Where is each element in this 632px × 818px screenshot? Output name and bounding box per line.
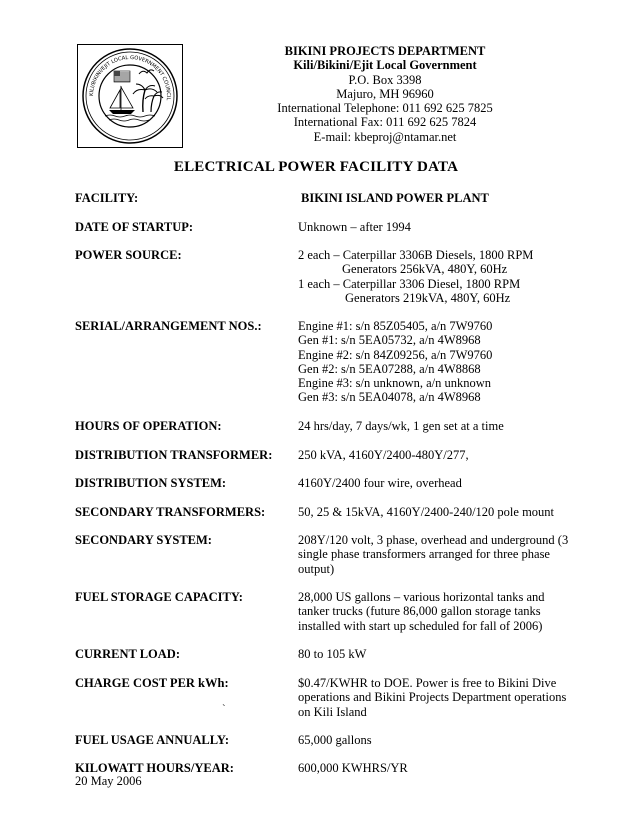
startup-label: DATE OF STARTUP: (75, 220, 194, 234)
stray-mark: ` (222, 703, 226, 715)
seal-flag (114, 71, 130, 82)
distribution-transformer-value: 250 kVA, 4160Y/2400-480Y/277, (298, 448, 469, 462)
serial-line: Engine #1: s/n 85Z05405, a/n 7W9760 (298, 319, 493, 333)
hours-value: 24 hrs/day, 7 days/wk, 1 gen set at a time (298, 419, 504, 433)
secondary-transformers-value: 50, 25 & 15kVA, 4160Y/2400-240/120 pole mount (298, 505, 555, 519)
power-source-line: Generators 219kVA, 480Y, 60Hz (345, 290, 511, 305)
distribution-system-value: 4160Y/2400 four wire, overhead (298, 476, 462, 490)
department-name: BIKINI PROJECTS DEPARTMENT (284, 44, 486, 58)
startup-value: Unknown – after 1994 (298, 220, 411, 234)
fuel-usage-label: FUEL USAGE ANNUALLY: (75, 733, 229, 747)
local-government-seal (77, 44, 183, 148)
serial-line: Gen #2: s/n 5EA07288, a/n 4W8868 (298, 361, 481, 376)
distribution-transformer-label: DISTRIBUTION TRANSFORMER: (75, 448, 273, 462)
email: E-mail: kbeproj@ntamar.net (313, 129, 457, 144)
facility-value: BIKINI ISLAND POWER PLANT (301, 191, 489, 205)
power-source-label: POWER SOURCE: (75, 248, 182, 262)
secondary-system-label: SECONDARY SYSTEM: (75, 533, 212, 547)
serial-label: SERIAL/ARRANGEMENT NOS.: (75, 319, 262, 333)
letterhead (185, 44, 585, 144)
kilowatt-hours-value: 600,000 KWHRS/YR (298, 761, 408, 775)
po-box: P.O. Box 3398 (348, 72, 422, 87)
power-source-line: 2 each – Caterpillar 3306B Diesels, 1800 RPM (298, 248, 534, 262)
serial-line: Gen #3: s/n 5EA04078, a/n 4W8968 (298, 390, 481, 405)
current-load-label: CURRENT LOAD: (75, 647, 180, 661)
secondary-system-value: 208Y/120 volt, 3 phase, overhead and underground (3 single phase transformers arranged for three phase output) (298, 533, 569, 576)
serial-line: Engine #2: s/n 84Z09256, a/n 7W9760 (298, 347, 493, 362)
seal-ring-text: KILI/BIKINI/EJIT LOCAL GOVERNMENT COUNCIL (88, 54, 172, 101)
hours-label: HOURS OF OPERATION: (75, 419, 222, 433)
government-name: Kili/Bikini/Ejit Local Government (293, 58, 477, 73)
serial-value (298, 319, 578, 405)
secondary-transformers-label: SECONDARY TRANSFORMERS: (75, 505, 266, 519)
fax: International Fax: 011 692 625 7824 (293, 115, 477, 130)
fuel-storage-value: 28,000 US gallons – various horizontal tanks and tanker trucks (future 86,000 gallon storage tanks installed with start up scheduled for fall of 2006) (298, 590, 545, 633)
serial-line: Engine #3: s/n unknown, a/n unknown (298, 376, 492, 391)
local-government-seal-icon (77, 44, 183, 148)
fuel-storage-label: FUEL STORAGE CAPACITY: (75, 590, 243, 604)
kilowatt-hours-label: KILOWATT HOURS/YEAR: (75, 761, 234, 775)
document-date: 20 May 2006 (75, 774, 142, 788)
city-address: Majuro, MH 96960 (336, 86, 434, 101)
current-load-value: 80 to 105 kW (298, 647, 367, 661)
power-source-line: 1 each – Caterpillar 3306 Diesel, 1800 RPM (298, 276, 521, 291)
power-source-line: Generators 256kVA, 480Y, 60Hz (342, 262, 508, 277)
document-title: ELECTRICAL POWER FACILITY DATA (173, 159, 459, 175)
telephone: International Telephone: 011 692 625 7825 (277, 101, 493, 116)
charge-cost-value: $0.47/KWHR to DOE. Power is free to Bikini Dive operations and Bikini Projects Department operations on Kili Island (298, 676, 567, 719)
serial-line: Gen #1: s/n 5EA05732, a/n 4W8968 (298, 333, 481, 348)
distribution-system-label: DISTRIBUTION SYSTEM: (75, 476, 227, 490)
power-source-value (298, 248, 578, 305)
charge-cost-label: CHARGE COST PER kWh: (75, 676, 229, 690)
facility-label: FACILITY: (75, 191, 139, 205)
fuel-usage-value: 65,000 gallons (298, 733, 372, 747)
